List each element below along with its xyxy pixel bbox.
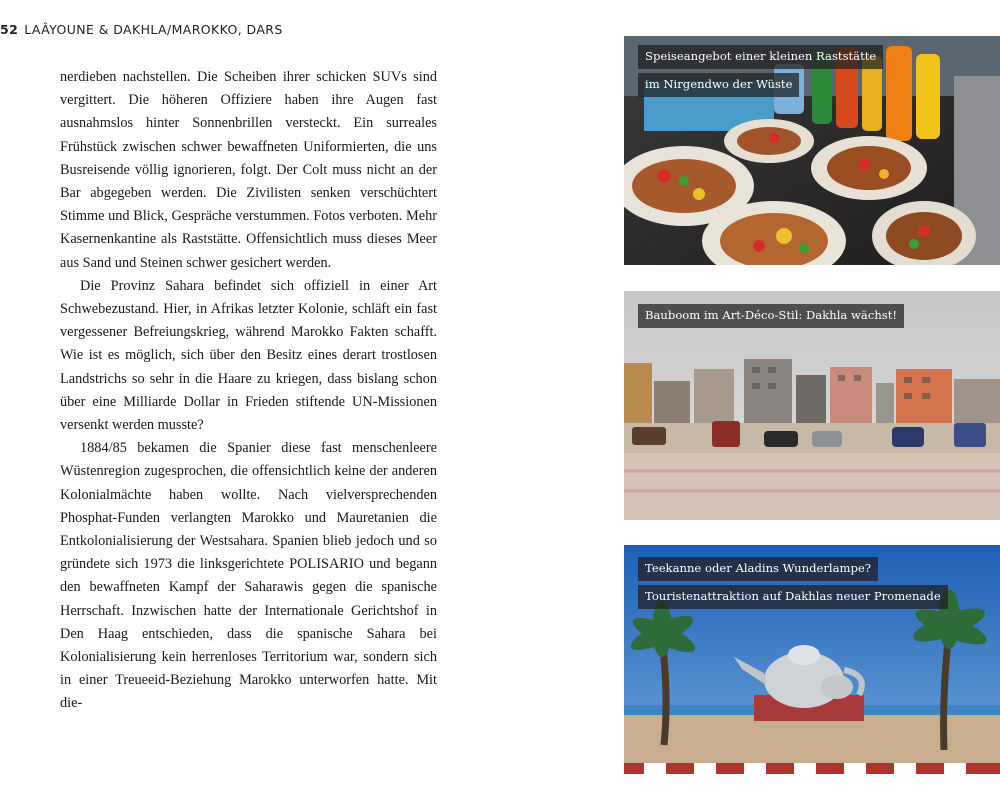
caption-food-line-2: im Nirgendwo der Wüste — [638, 73, 799, 97]
paragraph-3: 1884/85 bekamen die Spanier diese fast menschenleere Wüstenregion zugesprochen, die offensichtlich keine der anderen Kolonialmächte haben wollte. Nach vielversprechenden Phosphat-Funden verlangten Marokko und Mauretanien die Entkolonialisierung der Westsahara. Spanien blieb jedoch und so gründete sich 1973 die linksgerichtete POLISARIO und begann den bewaffneten Kampf der Saharawis gegen die spanische Herrschaft. Inzwischen hatte der Internationale Gerichtshof in Den Haag entschieden, dass die spanische Sahara bei Kolonialisierung kein herrenloses Territorium war, sondern sich in einer Treueeid-Beziehung Marokko unterworfen hatte. Mit die- — [60, 440, 437, 712]
caption-food-line-1: Speiseangebot einer kleinen Raststätte — [638, 45, 883, 69]
paragraph-2: Die Provinz Sahara befindet sich offiziell in einer Art Schwebezustand. Hier, in Afrikas letzter Kolonie, schläft ein fast vergessener Befreiungskrieg, während Marokko Fakten schafft. Wie ist es möglich, sich über den Besitz eines derart trostlosen Landstrichs so sehr in die Haare zu kriegen, dass bislang schon über eine Milliarde Dollar in Frieden stiftende UN-Missionen versenkt werden musste? — [60, 277, 437, 434]
photo-dakhla-buildings — [624, 291, 1000, 520]
caption-teapot-line-2: Touristenattraktion auf Dakhlas neuer Promenade — [638, 585, 948, 609]
running-title: LAÂYOUNE & DAKHLA/MAROKKO, DARS — [24, 22, 283, 37]
body-text — [60, 66, 437, 716]
caption-food — [638, 45, 883, 101]
photo-food — [624, 36, 1000, 265]
caption-buildings — [638, 304, 904, 332]
caption-teapot — [638, 557, 948, 613]
caption-buildings-line-1: Bauboom im Art-Déco-Stil: Dakhla wächst! — [638, 304, 904, 328]
running-head — [0, 22, 283, 37]
photo-teapot-promenade — [624, 545, 1000, 774]
caption-teapot-line-1: Teekanne oder Aladins Wunderlampe? — [638, 557, 878, 581]
page-number: 52 — [0, 22, 19, 37]
paragraph-1: nerdieben nachstellen. Die Scheiben ihrer schicken SUVs sind vergittert. Die höheren Offiziere haben ihre Augen fast ausnahmslos hinter Sonnenbrillen versteckt. Ein surreales Frühstück zwischen schwer bewaffneten Uniformierten, die uns Busreisende völlig ignorieren, folgt. Der Colt muss nicht an der Bar abgegeben werden. Die Zivilisten senken verschüchtert Stimme und Blick, Gespräche verstummen. Fotos verboten. Mehr Kasernenkantine als Raststätte. Offensichtlich muss dieses Meer aus Sand und Steinen schwer gesichert werden. — [60, 69, 437, 271]
